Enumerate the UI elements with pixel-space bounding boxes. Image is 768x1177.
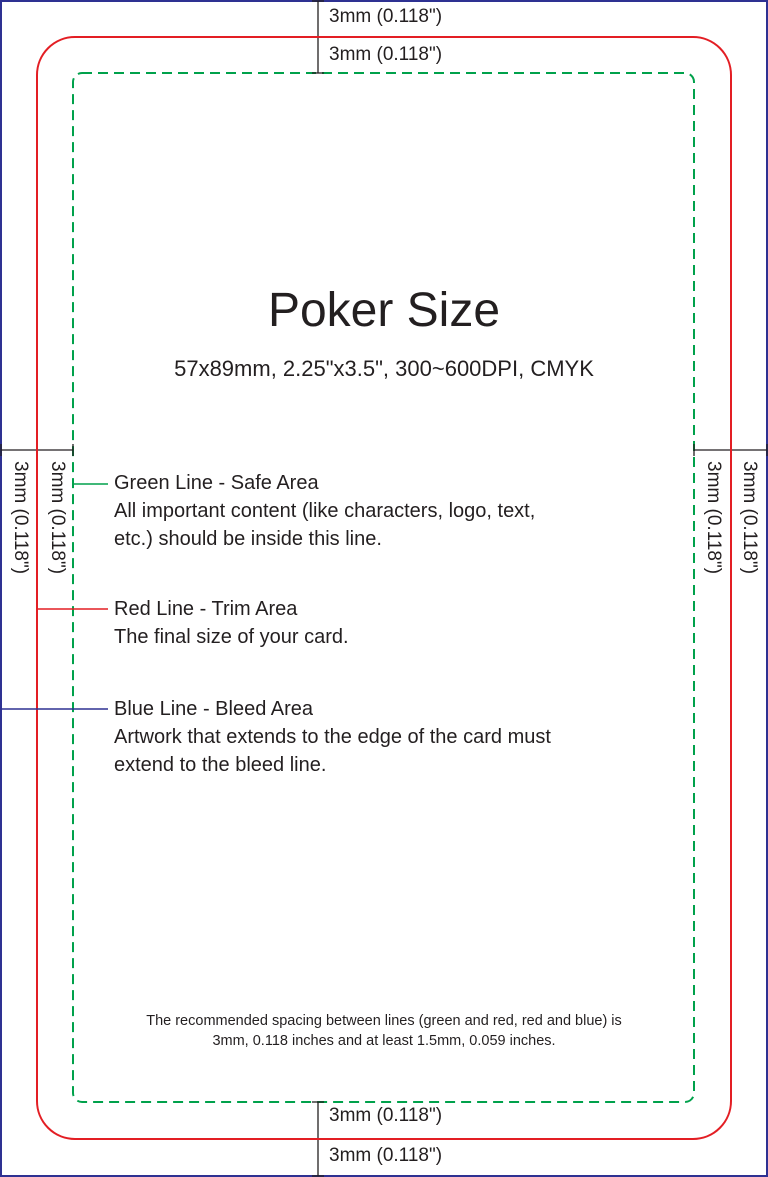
bleed-line <box>1 1 767 1176</box>
left-inner-dimension-label: 3mm (0.118") <box>47 461 68 575</box>
right-inner-dimension-label: 3mm (0.118") <box>703 461 724 575</box>
bottom-outer-dimension-label: 3mm (0.118") <box>329 1145 443 1166</box>
safe-area-description-line: All important content (like characters, logo, text, <box>114 500 536 522</box>
bottom-inner-dimension-label: 3mm (0.118") <box>329 1105 443 1126</box>
top-outer-dimension-label: 3mm (0.118") <box>329 6 443 27</box>
footnote-line: The recommended spacing between lines (green and red, red and blue) is <box>146 1013 622 1029</box>
top-inner-dimension-label: 3mm (0.118") <box>329 44 443 65</box>
trim-area-description-line: The final size of your card. <box>114 626 349 648</box>
card-size-spec: 57x89mm, 2.25"x3.5", 300~600DPI, CMYK <box>174 356 594 381</box>
bleed-area-description-line: Artwork that extends to the edge of the card must <box>114 726 551 748</box>
safe-area-legend <box>114 469 535 553</box>
trim-area-legend <box>114 595 349 651</box>
footnote-line: 3mm, 0.118 inches and at least 1.5mm, 0.059 inches. <box>212 1033 556 1049</box>
card-size-title: Poker Size <box>267 284 501 337</box>
right-outer-dimension-label: 3mm (0.118") <box>739 461 760 575</box>
trim-line <box>37 37 731 1139</box>
bleed-area-heading: Blue Line - Bleed Area <box>114 698 314 720</box>
trim-area-heading: Red Line - Trim Area <box>114 598 298 620</box>
safe-line <box>73 73 694 1102</box>
left-outer-dimension-label: 3mm (0.118") <box>10 461 31 575</box>
safe-area-description-line: etc.) should be inside this line. <box>114 528 382 550</box>
spacing-footnote <box>0 1011 768 1051</box>
bleed-area-legend <box>114 695 551 779</box>
safe-area-heading: Green Line - Safe Area <box>114 472 319 494</box>
bleed-area-description-line: extend to the bleed line. <box>114 754 327 776</box>
